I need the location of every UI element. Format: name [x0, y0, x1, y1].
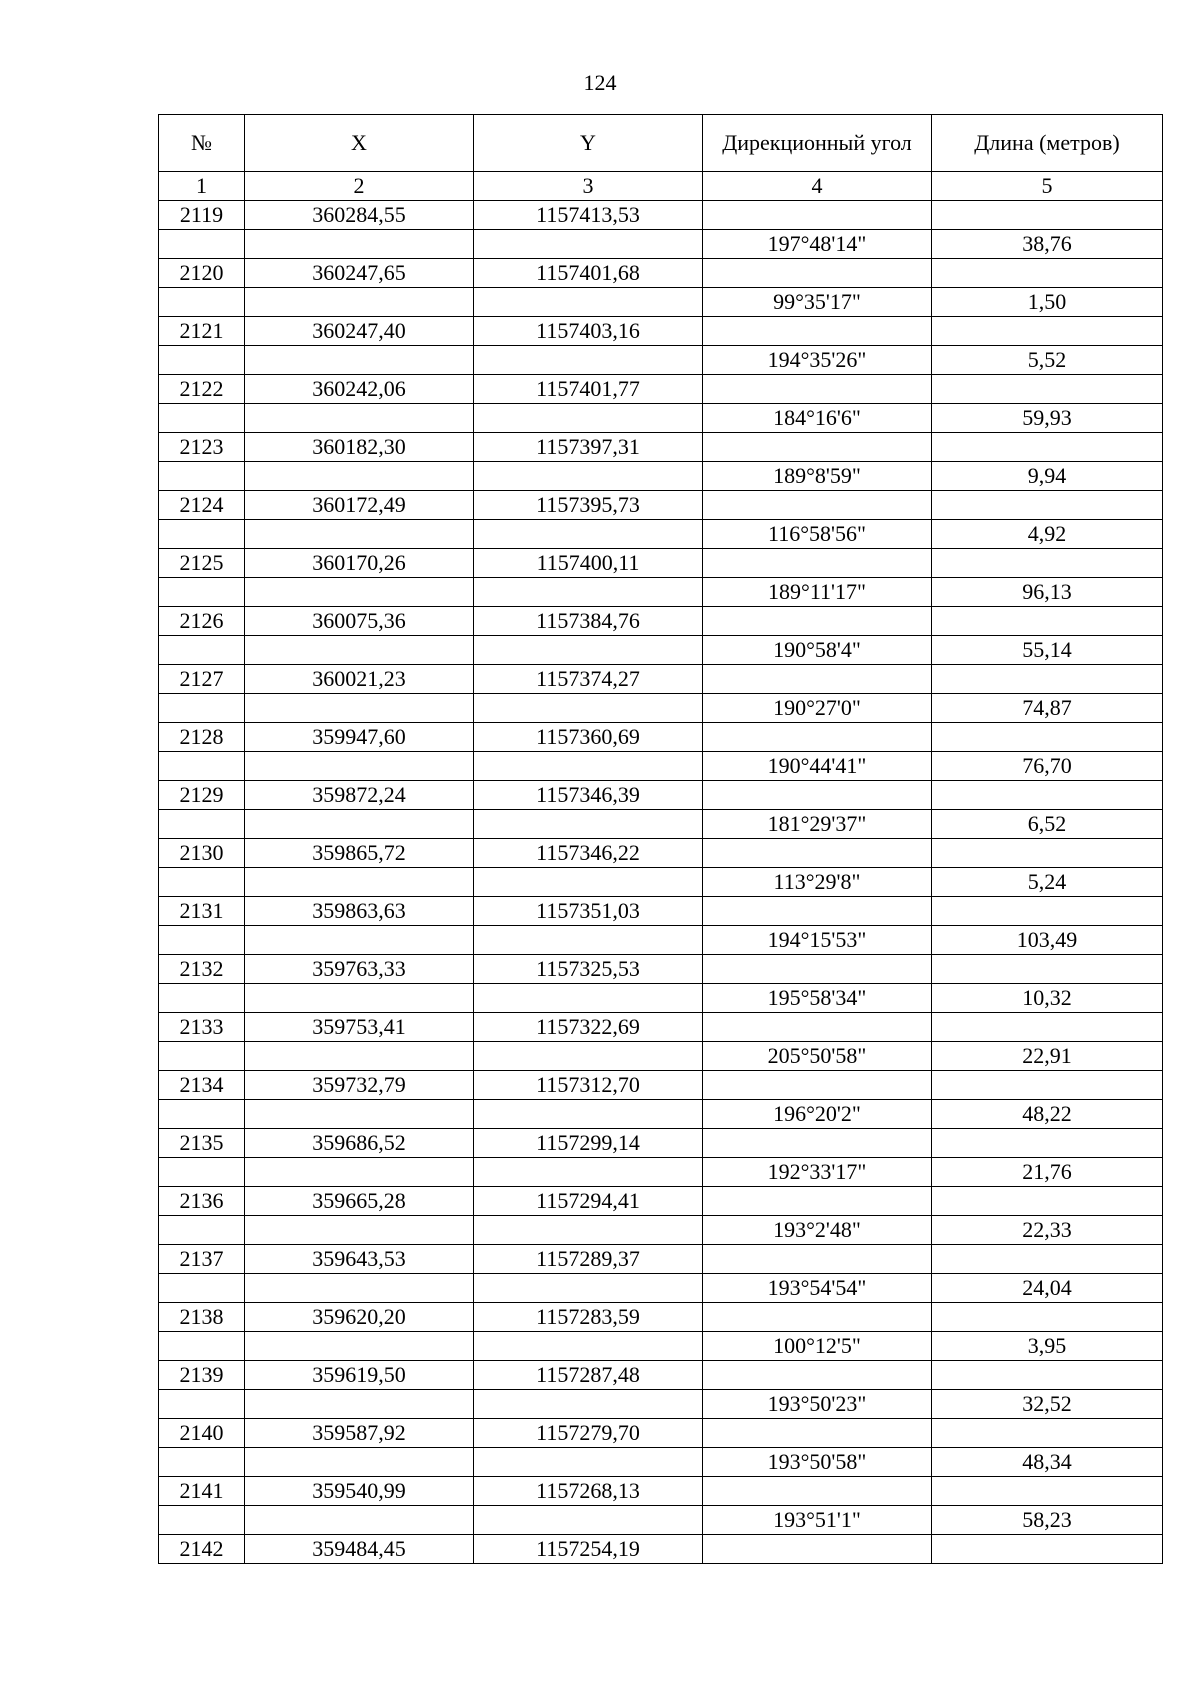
direction-angle-cell — [703, 839, 932, 868]
point-number-cell — [159, 984, 245, 1013]
direction-angle-cell: 192°33'17" — [703, 1158, 932, 1187]
direction-angle-cell: 205°50'58" — [703, 1042, 932, 1071]
length-cell — [932, 1071, 1163, 1100]
length-cell: 6,52 — [932, 810, 1163, 839]
header-length: Длина (метров) — [932, 115, 1163, 172]
direction-angle-cell — [703, 1245, 932, 1274]
y-coordinate-cell — [474, 694, 703, 723]
x-coordinate-cell: 359865,72 — [245, 839, 474, 868]
length-cell — [932, 1013, 1163, 1042]
x-coordinate-cell — [245, 1042, 474, 1071]
table-row — [159, 1477, 1163, 1506]
point-number-cell — [159, 462, 245, 491]
direction-angle-cell: 184°16'6" — [703, 404, 932, 433]
table-row — [159, 1390, 1163, 1419]
direction-angle-cell: 100°12'5" — [703, 1332, 932, 1361]
y-coordinate-cell: 1157294,41 — [474, 1187, 703, 1216]
x-coordinate-cell — [245, 926, 474, 955]
point-number-cell — [159, 810, 245, 839]
header-number: № — [159, 115, 245, 172]
length-cell — [932, 723, 1163, 752]
x-coordinate-cell: 359732,79 — [245, 1071, 474, 1100]
y-coordinate-cell — [474, 230, 703, 259]
table-row — [159, 1506, 1163, 1535]
table-row — [159, 259, 1163, 288]
point-number-cell: 2128 — [159, 723, 245, 752]
table-row — [159, 810, 1163, 839]
x-coordinate-cell — [245, 636, 474, 665]
x-coordinate-cell: 359587,92 — [245, 1419, 474, 1448]
y-coordinate-cell: 1157401,68 — [474, 259, 703, 288]
length-cell: 1,50 — [932, 288, 1163, 317]
y-coordinate-cell — [474, 868, 703, 897]
direction-angle-cell: 195°58'34" — [703, 984, 932, 1013]
point-number-cell: 2135 — [159, 1129, 245, 1158]
direction-angle-cell: 190°58'4" — [703, 636, 932, 665]
table-row — [159, 781, 1163, 810]
table-row — [159, 1245, 1163, 1274]
point-number-cell: 2123 — [159, 433, 245, 462]
table-row — [159, 1187, 1163, 1216]
point-number-cell — [159, 1506, 245, 1535]
x-coordinate-cell: 359484,45 — [245, 1535, 474, 1564]
table-row — [159, 520, 1163, 549]
point-number-cell — [159, 1332, 245, 1361]
table-row — [159, 201, 1163, 230]
length-cell: 32,52 — [932, 1390, 1163, 1419]
table-row — [159, 1448, 1163, 1477]
y-coordinate-cell: 1157346,22 — [474, 839, 703, 868]
direction-angle-cell: 193°2'48" — [703, 1216, 932, 1245]
x-coordinate-cell: 360247,40 — [245, 317, 474, 346]
table-row — [159, 375, 1163, 404]
direction-angle-cell: 193°50'23" — [703, 1390, 932, 1419]
table-row — [159, 926, 1163, 955]
length-cell — [932, 607, 1163, 636]
point-number-cell: 2137 — [159, 1245, 245, 1274]
length-cell — [932, 955, 1163, 984]
length-cell: 5,24 — [932, 868, 1163, 897]
point-number-cell: 2122 — [159, 375, 245, 404]
y-coordinate-cell: 1157346,39 — [474, 781, 703, 810]
direction-angle-cell — [703, 1071, 932, 1100]
y-coordinate-cell — [474, 1158, 703, 1187]
table-row — [159, 636, 1163, 665]
y-coordinate-cell: 1157360,69 — [474, 723, 703, 752]
length-cell — [932, 1303, 1163, 1332]
table-row — [159, 1216, 1163, 1245]
point-number-cell: 2142 — [159, 1535, 245, 1564]
length-cell — [932, 375, 1163, 404]
y-coordinate-cell: 1157299,14 — [474, 1129, 703, 1158]
y-coordinate-cell — [474, 1506, 703, 1535]
y-coordinate-cell — [474, 1274, 703, 1303]
y-coordinate-cell: 1157289,37 — [474, 1245, 703, 1274]
point-number-cell: 2119 — [159, 201, 245, 230]
direction-angle-cell — [703, 259, 932, 288]
y-coordinate-cell: 1157287,48 — [474, 1361, 703, 1390]
length-cell — [932, 1187, 1163, 1216]
point-number-cell — [159, 230, 245, 259]
length-cell — [932, 1361, 1163, 1390]
direction-angle-cell: 190°44'41" — [703, 752, 932, 781]
y-coordinate-cell — [474, 1100, 703, 1129]
length-cell: 55,14 — [932, 636, 1163, 665]
length-cell: 96,13 — [932, 578, 1163, 607]
y-coordinate-cell — [474, 1332, 703, 1361]
direction-angle-cell: 99°35'17" — [703, 288, 932, 317]
point-number-cell: 2141 — [159, 1477, 245, 1506]
table-row — [159, 694, 1163, 723]
table-row — [159, 1274, 1163, 1303]
length-cell — [932, 781, 1163, 810]
length-cell: 58,23 — [932, 1506, 1163, 1535]
direction-angle-cell — [703, 375, 932, 404]
point-number-cell: 2129 — [159, 781, 245, 810]
y-coordinate-cell — [474, 1042, 703, 1071]
y-coordinate-cell: 1157384,76 — [474, 607, 703, 636]
direction-angle-cell — [703, 1361, 932, 1390]
length-cell: 22,91 — [932, 1042, 1163, 1071]
y-coordinate-cell: 1157413,53 — [474, 201, 703, 230]
direction-angle-cell: 193°51'1" — [703, 1506, 932, 1535]
x-coordinate-cell — [245, 1390, 474, 1419]
table-row — [159, 752, 1163, 781]
x-coordinate-cell: 360242,06 — [245, 375, 474, 404]
table-row — [159, 1042, 1163, 1071]
x-coordinate-cell — [245, 404, 474, 433]
table-row — [159, 491, 1163, 520]
direction-angle-cell: 116°58'56" — [703, 520, 932, 549]
direction-angle-cell — [703, 491, 932, 520]
y-coordinate-cell — [474, 636, 703, 665]
x-coordinate-cell — [245, 984, 474, 1013]
column-number: 2 — [245, 172, 474, 201]
direction-angle-cell: 196°20'2" — [703, 1100, 932, 1129]
length-cell: 74,87 — [932, 694, 1163, 723]
page-number: 124 — [583, 70, 617, 95]
y-coordinate-cell: 1157403,16 — [474, 317, 703, 346]
direction-angle-cell: 194°35'26" — [703, 346, 932, 375]
direction-angle-cell: 190°27'0" — [703, 694, 932, 723]
point-number-cell — [159, 636, 245, 665]
point-number-cell: 2136 — [159, 1187, 245, 1216]
length-cell: 48,34 — [932, 1448, 1163, 1477]
table-row — [159, 1100, 1163, 1129]
length-cell — [932, 1245, 1163, 1274]
point-number-cell: 2120 — [159, 259, 245, 288]
point-number-cell: 2131 — [159, 897, 245, 926]
header-row — [159, 115, 1163, 172]
table-row — [159, 984, 1163, 1013]
y-coordinate-cell — [474, 578, 703, 607]
x-coordinate-cell: 359753,41 — [245, 1013, 474, 1042]
y-coordinate-cell — [474, 1448, 703, 1477]
x-coordinate-cell — [245, 578, 474, 607]
direction-angle-cell — [703, 1419, 932, 1448]
y-coordinate-cell — [474, 346, 703, 375]
x-coordinate-cell: 360021,23 — [245, 665, 474, 694]
point-number-cell — [159, 578, 245, 607]
x-coordinate-cell — [245, 752, 474, 781]
length-cell — [932, 201, 1163, 230]
length-cell — [932, 549, 1163, 578]
direction-angle-cell: 189°8'59" — [703, 462, 932, 491]
table-row — [159, 578, 1163, 607]
point-number-cell — [159, 752, 245, 781]
y-coordinate-cell: 1157401,77 — [474, 375, 703, 404]
y-coordinate-cell: 1157351,03 — [474, 897, 703, 926]
direction-angle-cell: 194°15'53" — [703, 926, 932, 955]
length-cell: 10,32 — [932, 984, 1163, 1013]
length-cell — [932, 491, 1163, 520]
point-number-cell — [159, 868, 245, 897]
direction-angle-cell — [703, 433, 932, 462]
x-coordinate-cell — [245, 868, 474, 897]
point-number-cell — [159, 404, 245, 433]
table-row — [159, 1303, 1163, 1332]
direction-angle-cell — [703, 1535, 932, 1564]
column-number: 1 — [159, 172, 245, 201]
length-cell — [932, 665, 1163, 694]
y-coordinate-cell: 1157254,19 — [474, 1535, 703, 1564]
direction-angle-cell — [703, 955, 932, 984]
y-coordinate-cell — [474, 520, 703, 549]
table-row — [159, 723, 1163, 752]
y-coordinate-cell: 1157268,13 — [474, 1477, 703, 1506]
y-coordinate-cell — [474, 810, 703, 839]
x-coordinate-cell: 360247,65 — [245, 259, 474, 288]
direction-angle-cell — [703, 723, 932, 752]
y-coordinate-cell — [474, 926, 703, 955]
length-cell: 21,76 — [932, 1158, 1163, 1187]
point-number-cell: 2138 — [159, 1303, 245, 1332]
y-coordinate-cell: 1157395,73 — [474, 491, 703, 520]
direction-angle-cell: 193°50'58" — [703, 1448, 932, 1477]
table-row — [159, 549, 1163, 578]
x-coordinate-cell: 360172,49 — [245, 491, 474, 520]
x-coordinate-cell: 359665,28 — [245, 1187, 474, 1216]
x-coordinate-cell — [245, 230, 474, 259]
table-row — [159, 1013, 1163, 1042]
x-coordinate-cell — [245, 346, 474, 375]
point-number-cell: 2124 — [159, 491, 245, 520]
point-number-cell — [159, 1390, 245, 1419]
length-cell — [932, 317, 1163, 346]
length-cell — [932, 1535, 1163, 1564]
point-number-cell: 2140 — [159, 1419, 245, 1448]
table-row — [159, 1535, 1163, 1564]
table-row — [159, 433, 1163, 462]
table-body — [159, 201, 1163, 1564]
table-row — [159, 230, 1163, 259]
point-number-cell — [159, 1216, 245, 1245]
point-number-cell — [159, 694, 245, 723]
table-row — [159, 346, 1163, 375]
x-coordinate-cell — [245, 1332, 474, 1361]
column-number: 3 — [474, 172, 703, 201]
x-coordinate-cell: 360284,55 — [245, 201, 474, 230]
y-coordinate-cell — [474, 288, 703, 317]
x-coordinate-cell: 359947,60 — [245, 723, 474, 752]
length-cell — [932, 897, 1163, 926]
direction-angle-cell — [703, 1477, 932, 1506]
length-cell — [932, 839, 1163, 868]
table-row — [159, 1419, 1163, 1448]
x-coordinate-cell — [245, 1506, 474, 1535]
table-row — [159, 462, 1163, 491]
point-number-cell — [159, 1158, 245, 1187]
x-coordinate-cell — [245, 810, 474, 839]
x-coordinate-cell — [245, 462, 474, 491]
point-number-cell: 2132 — [159, 955, 245, 984]
table-row — [159, 1071, 1163, 1100]
table-row — [159, 868, 1163, 897]
point-number-cell — [159, 1100, 245, 1129]
length-cell — [932, 433, 1163, 462]
x-coordinate-cell — [245, 1158, 474, 1187]
length-cell: 48,22 — [932, 1100, 1163, 1129]
table-row — [159, 665, 1163, 694]
direction-angle-cell: 189°11'17" — [703, 578, 932, 607]
length-cell — [932, 1129, 1163, 1158]
y-coordinate-cell — [474, 404, 703, 433]
y-coordinate-cell — [474, 984, 703, 1013]
length-cell: 5,52 — [932, 346, 1163, 375]
table-row — [159, 288, 1163, 317]
direction-angle-cell — [703, 549, 932, 578]
coordinates-table — [158, 114, 1163, 1564]
length-cell: 3,95 — [932, 1332, 1163, 1361]
point-number-cell — [159, 346, 245, 375]
x-coordinate-cell — [245, 288, 474, 317]
y-coordinate-cell: 1157397,31 — [474, 433, 703, 462]
column-number-row — [159, 172, 1163, 201]
table-row — [159, 404, 1163, 433]
x-coordinate-cell — [245, 1448, 474, 1477]
direction-angle-cell — [703, 1013, 932, 1042]
direction-angle-cell — [703, 1187, 932, 1216]
y-coordinate-cell — [474, 1216, 703, 1245]
x-coordinate-cell: 359643,53 — [245, 1245, 474, 1274]
length-cell: 76,70 — [932, 752, 1163, 781]
table-row — [159, 317, 1163, 346]
point-number-cell: 2125 — [159, 549, 245, 578]
direction-angle-cell: 193°54'54" — [703, 1274, 932, 1303]
length-cell — [932, 1419, 1163, 1448]
x-coordinate-cell — [245, 520, 474, 549]
direction-angle-cell — [703, 781, 932, 810]
direction-angle-cell — [703, 201, 932, 230]
header-y: Y — [474, 115, 703, 172]
y-coordinate-cell: 1157374,27 — [474, 665, 703, 694]
point-number-cell: 2127 — [159, 665, 245, 694]
x-coordinate-cell: 359863,63 — [245, 897, 474, 926]
point-number-cell — [159, 926, 245, 955]
x-coordinate-cell: 359620,20 — [245, 1303, 474, 1332]
x-coordinate-cell: 359686,52 — [245, 1129, 474, 1158]
length-cell: 4,92 — [932, 520, 1163, 549]
y-coordinate-cell — [474, 1390, 703, 1419]
x-coordinate-cell — [245, 1100, 474, 1129]
column-number: 4 — [703, 172, 932, 201]
x-coordinate-cell: 360075,36 — [245, 607, 474, 636]
direction-angle-cell — [703, 665, 932, 694]
table-row — [159, 1361, 1163, 1390]
length-cell — [932, 1477, 1163, 1506]
length-cell: 103,49 — [932, 926, 1163, 955]
direction-angle-cell: 181°29'37" — [703, 810, 932, 839]
table-row — [159, 839, 1163, 868]
x-coordinate-cell — [245, 1216, 474, 1245]
x-coordinate-cell: 359763,33 — [245, 955, 474, 984]
table-row — [159, 955, 1163, 984]
y-coordinate-cell — [474, 462, 703, 491]
y-coordinate-cell: 1157283,59 — [474, 1303, 703, 1332]
header-direction-angle: Дирекционный угол — [703, 115, 932, 172]
point-number-cell — [159, 1042, 245, 1071]
x-coordinate-cell: 359619,50 — [245, 1361, 474, 1390]
point-number-cell: 2139 — [159, 1361, 245, 1390]
table-row — [159, 1129, 1163, 1158]
y-coordinate-cell: 1157312,70 — [474, 1071, 703, 1100]
direction-angle-cell — [703, 1303, 932, 1332]
x-coordinate-cell: 359540,99 — [245, 1477, 474, 1506]
y-coordinate-cell: 1157325,53 — [474, 955, 703, 984]
direction-angle-cell: 113°29'8" — [703, 868, 932, 897]
length-cell — [932, 259, 1163, 288]
y-coordinate-cell: 1157400,11 — [474, 549, 703, 578]
table-row — [159, 897, 1163, 926]
point-number-cell — [159, 1274, 245, 1303]
length-cell: 24,04 — [932, 1274, 1163, 1303]
length-cell: 59,93 — [932, 404, 1163, 433]
point-number-cell: 2130 — [159, 839, 245, 868]
direction-angle-cell — [703, 897, 932, 926]
x-coordinate-cell: 360170,26 — [245, 549, 474, 578]
direction-angle-cell — [703, 317, 932, 346]
x-coordinate-cell: 360182,30 — [245, 433, 474, 462]
point-number-cell — [159, 1448, 245, 1477]
x-coordinate-cell — [245, 1274, 474, 1303]
x-coordinate-cell: 359872,24 — [245, 781, 474, 810]
column-number: 5 — [932, 172, 1163, 201]
table-row — [159, 607, 1163, 636]
point-number-cell — [159, 288, 245, 317]
header-x: X — [245, 115, 474, 172]
y-coordinate-cell: 1157279,70 — [474, 1419, 703, 1448]
x-coordinate-cell — [245, 694, 474, 723]
point-number-cell: 2121 — [159, 317, 245, 346]
direction-angle-cell: 197°48'14" — [703, 230, 932, 259]
y-coordinate-cell: 1157322,69 — [474, 1013, 703, 1042]
length-cell: 9,94 — [932, 462, 1163, 491]
table-row — [159, 1158, 1163, 1187]
y-coordinate-cell — [474, 752, 703, 781]
point-number-cell: 2133 — [159, 1013, 245, 1042]
point-number-cell: 2126 — [159, 607, 245, 636]
length-cell: 38,76 — [932, 230, 1163, 259]
table-row — [159, 1332, 1163, 1361]
point-number-cell — [159, 520, 245, 549]
direction-angle-cell — [703, 607, 932, 636]
point-number-cell: 2134 — [159, 1071, 245, 1100]
length-cell: 22,33 — [932, 1216, 1163, 1245]
direction-angle-cell — [703, 1129, 932, 1158]
